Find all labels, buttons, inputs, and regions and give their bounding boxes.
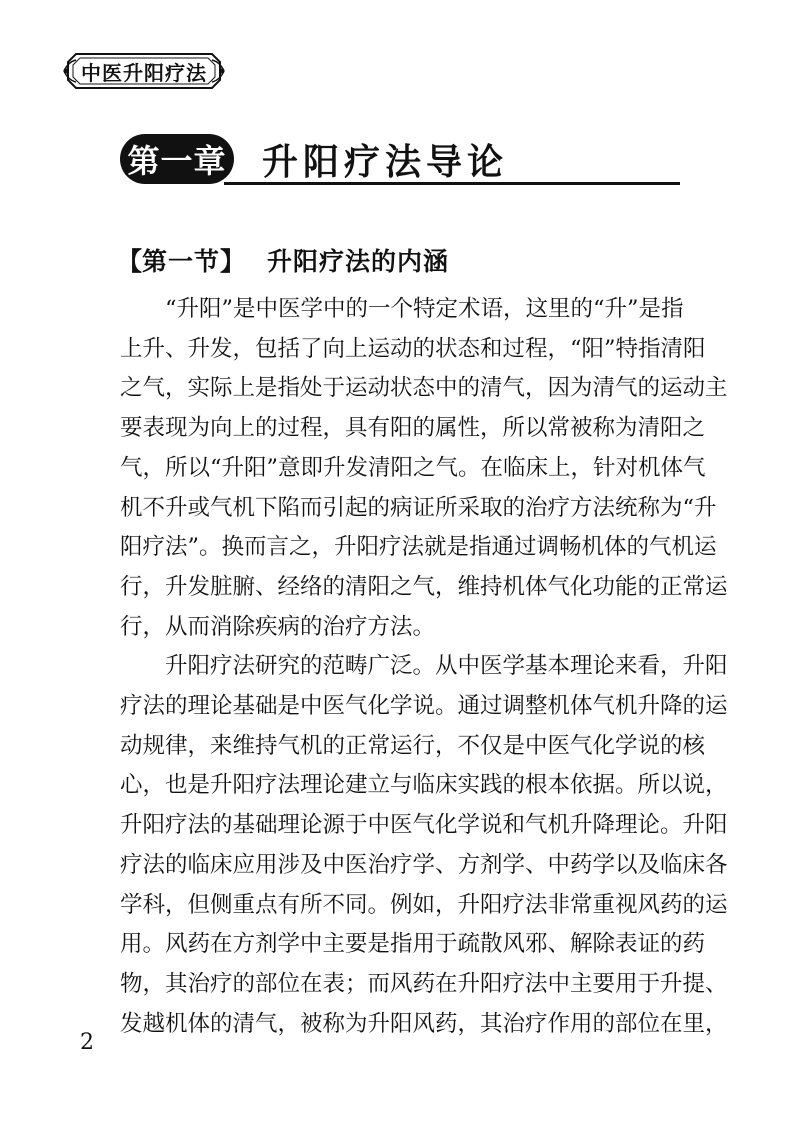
- text-line: 升阳疗法的基础理论源于中医气化学说和气机升降理论。升阳: [120, 812, 728, 839]
- section-heading: [117, 238, 449, 282]
- text-line: 升阳疗法研究的范畴广泛。从中医学基本理论来看，升阳: [120, 653, 728, 680]
- text-line: 上升、升发，包括了向上运动的状态和过程，“阳”特指清阳: [120, 335, 706, 362]
- section-close-bracket: 】: [220, 247, 246, 276]
- text-line: 学科，但侧重点有所不同。例如，升阳疗法非常重视风药的运: [120, 891, 728, 918]
- section-label: 第一节: [142, 247, 221, 276]
- chapter-label: 第一章: [120, 134, 234, 184]
- text-line: 之气，实际上是指处于运动状态中的清气，因为清气的运动主: [120, 375, 728, 402]
- text-line: 行，升发脏腑、经络的清阳之气，维持机体气化功能的正常运: [120, 573, 728, 600]
- text-line: 物，其治疗的部位在表；而风药在升阳疗法中主要用于升提、: [120, 970, 728, 997]
- text-line: 心，也是升阳疗法理论建立与临床实践的根本依据。所以说，: [120, 772, 728, 799]
- text-line: 用。风药在方剂学中主要是指用于疏散风邪、解除表证的药: [120, 931, 706, 958]
- running-header-badge: [62, 48, 226, 94]
- text-line: 疗法的临床应用涉及中医治疗学、方剂学、中药学以及临床各: [120, 851, 728, 878]
- page-number: 2: [80, 1030, 94, 1055]
- chapter-heading: [120, 128, 680, 194]
- text-line: 阳疗法”。换而言之，升阳疗法就是指通过调畅机体的气机运: [120, 534, 717, 561]
- section-title: 升阳疗法的内涵: [267, 247, 450, 276]
- text-line: “升阳”是中医学中的一个特定术语，这里的“升”是指: [120, 296, 684, 322]
- body-text: [120, 290, 728, 1044]
- chapter-title: 升阳疗法导论: [262, 141, 509, 183]
- chapter-underline: [224, 182, 680, 185]
- running-header-title: 中医升阳疗法: [81, 60, 207, 85]
- section-open-bracket: 【: [117, 247, 143, 276]
- text-line: 动规律，来维持气机的正常运行，不仅是中医气化学说的核: [120, 732, 706, 759]
- text-line: 疗法的理论基础是中医气化学说。通过调整机体气机升降的运: [120, 693, 728, 720]
- text-line: 发越机体的清气，被称为升阳风药，其治疗作用的部位在里，: [120, 1010, 728, 1037]
- text-line: 气，所以“升阳”意即升发清阳之气。在临床上，针对机体气: [120, 454, 706, 481]
- text-line: 要表现为向上的过程，具有阳的属性，所以常被称为清阳之: [120, 415, 706, 442]
- text-line: 行，从而消除疾病的治疗方法。: [120, 613, 436, 640]
- text-line: 机不升或气机下陷而引起的病证所采取的治疗方法统称为“升: [120, 494, 717, 521]
